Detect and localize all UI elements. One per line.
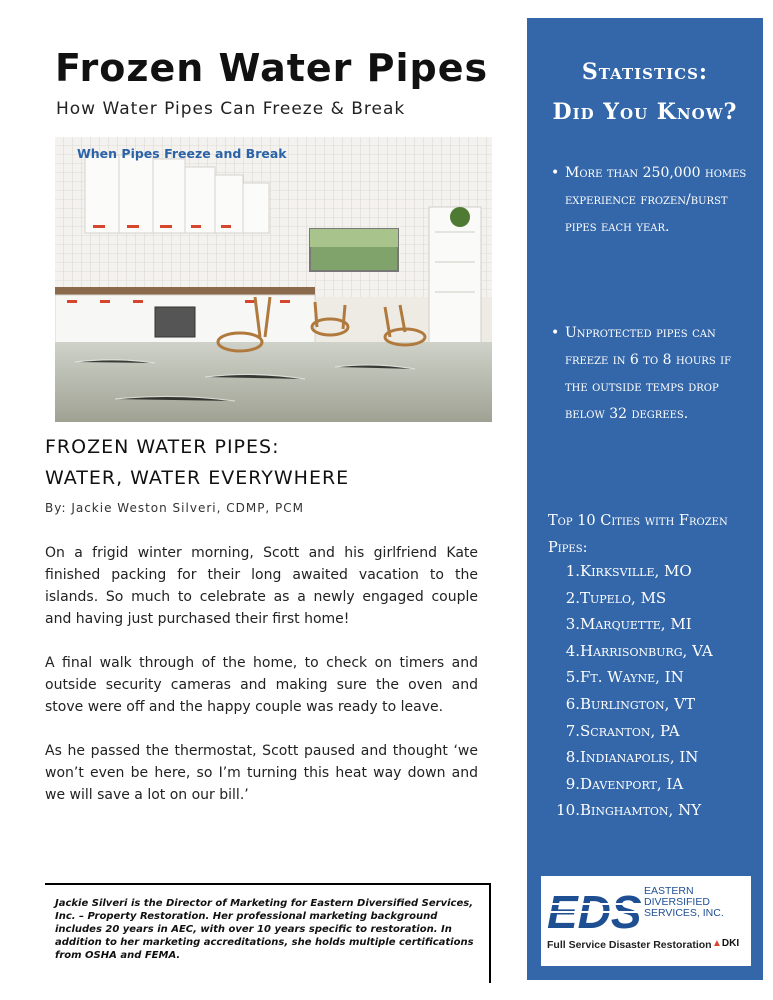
city-item <box>527 558 763 585</box>
statistics-sidebar <box>527 18 763 980</box>
city-name: Binghamton, NY <box>580 801 702 820</box>
city-name: Scranton, PA <box>580 721 680 740</box>
stat-text: Unprotected pipes can freeze in 6 to 8 hours if the outside temps drop below 32 degrees. <box>565 325 732 422</box>
byline: By: Jackie Weston Silveri, CDMP, PCM <box>45 501 305 515</box>
city-number: 6. <box>565 694 580 713</box>
city-number: 7. <box>565 721 580 740</box>
dki-triangle-icon: ▲ <box>712 938 722 949</box>
city-item <box>527 585 763 612</box>
article-heading-line2: WATER, WATER EVERYWHERE <box>45 467 350 489</box>
city-item <box>527 797 763 824</box>
bullet-icon: • <box>551 165 560 181</box>
article-heading-line1: FROZEN WATER PIPES: <box>45 436 280 458</box>
cities-heading: Top 10 Cities with Frozen Pipes: <box>548 513 728 556</box>
city-item <box>527 638 763 665</box>
sidebar-title-line1: Statistics: <box>581 59 709 85</box>
city-name: Harrisonburg, VA <box>580 641 713 660</box>
article-heading <box>45 432 349 494</box>
city-item <box>527 664 763 691</box>
city-number: 3. <box>565 615 580 634</box>
page-title: Frozen Water Pipes <box>55 46 489 90</box>
city-name: Kirksville, MO <box>580 562 692 580</box>
eds-logo-mark <box>545 882 645 940</box>
stat-item <box>551 160 750 241</box>
city-name: Tupelo, MS <box>580 588 667 607</box>
article-paragraph: On a frigid winter morning, Scott and his girlfriend Kate finished packing for their long awaited vacation to the islands. So much to celebrate as a newly engaged couple and having just purchased their first home! <box>45 545 478 627</box>
city-item <box>527 718 763 745</box>
city-name: Indianapolis, IN <box>580 748 699 767</box>
city-item <box>527 771 763 798</box>
sidebar-title <box>527 52 763 132</box>
city-name: Burlington, VT <box>580 694 695 713</box>
eds-logo <box>541 876 751 966</box>
city-number: 9. <box>565 774 580 793</box>
article-paragraph: A final walk through of the home, to check on timers and outside security cameras and making sure the oven and stove were off and the happy couple was ready to leave. <box>45 655 478 715</box>
city-item <box>527 691 763 718</box>
flooded-kitchen-illustration <box>55 137 492 422</box>
city-number: 2. <box>565 588 580 607</box>
eds-logo-letters: EDS <box>547 886 642 938</box>
city-number: 5. <box>565 668 580 687</box>
city-item <box>527 744 763 771</box>
cities-list <box>527 558 763 824</box>
sidebar-title-line2: Did You Know? <box>552 99 738 125</box>
hero-image <box>55 137 492 422</box>
hero-caption: When Pipes Freeze and Break <box>77 146 287 161</box>
city-item <box>527 611 763 638</box>
page-subtitle: How Water Pipes Can Freeze & Break <box>56 99 406 119</box>
city-name: Marquette, MI <box>580 615 692 634</box>
city-number: 10. <box>556 801 580 820</box>
city-name: Davenport, IA <box>580 774 684 793</box>
bullet-icon: • <box>551 325 560 341</box>
dki-logo <box>712 938 739 949</box>
city-number: 4. <box>565 641 580 660</box>
company-name: EASTERN DIVERSIFIED SERVICES, INC. <box>644 885 724 919</box>
stat-item <box>551 320 750 428</box>
city-number: 8. <box>565 748 580 767</box>
article-paragraph: As he passed the thermostat, Scott paused and thought ‘we won’t even be here, so I’m turning this heat way down and we will save a lot on our bill.’ <box>45 743 478 803</box>
dki-text: DKI <box>721 938 740 949</box>
author-bio: Jackie Silveri is the Director of Marketing for Eastern Diversified Services, Inc. – Property Restoration. Her professional marketing background includes 20 years in AEC, with over 10 years specific to restoration. In addition to her marketing accreditations, she holds multiple certifications from OSHA and FEMA. <box>45 883 491 983</box>
city-name: Ft. Wayne, IN <box>580 668 684 687</box>
stat-text: More than 250,000 homes experience frozen/burst pipes each year. <box>565 165 747 235</box>
logo-tagline: Full Service Disaster Restoration <box>547 939 712 951</box>
city-number: 1. <box>565 562 580 580</box>
